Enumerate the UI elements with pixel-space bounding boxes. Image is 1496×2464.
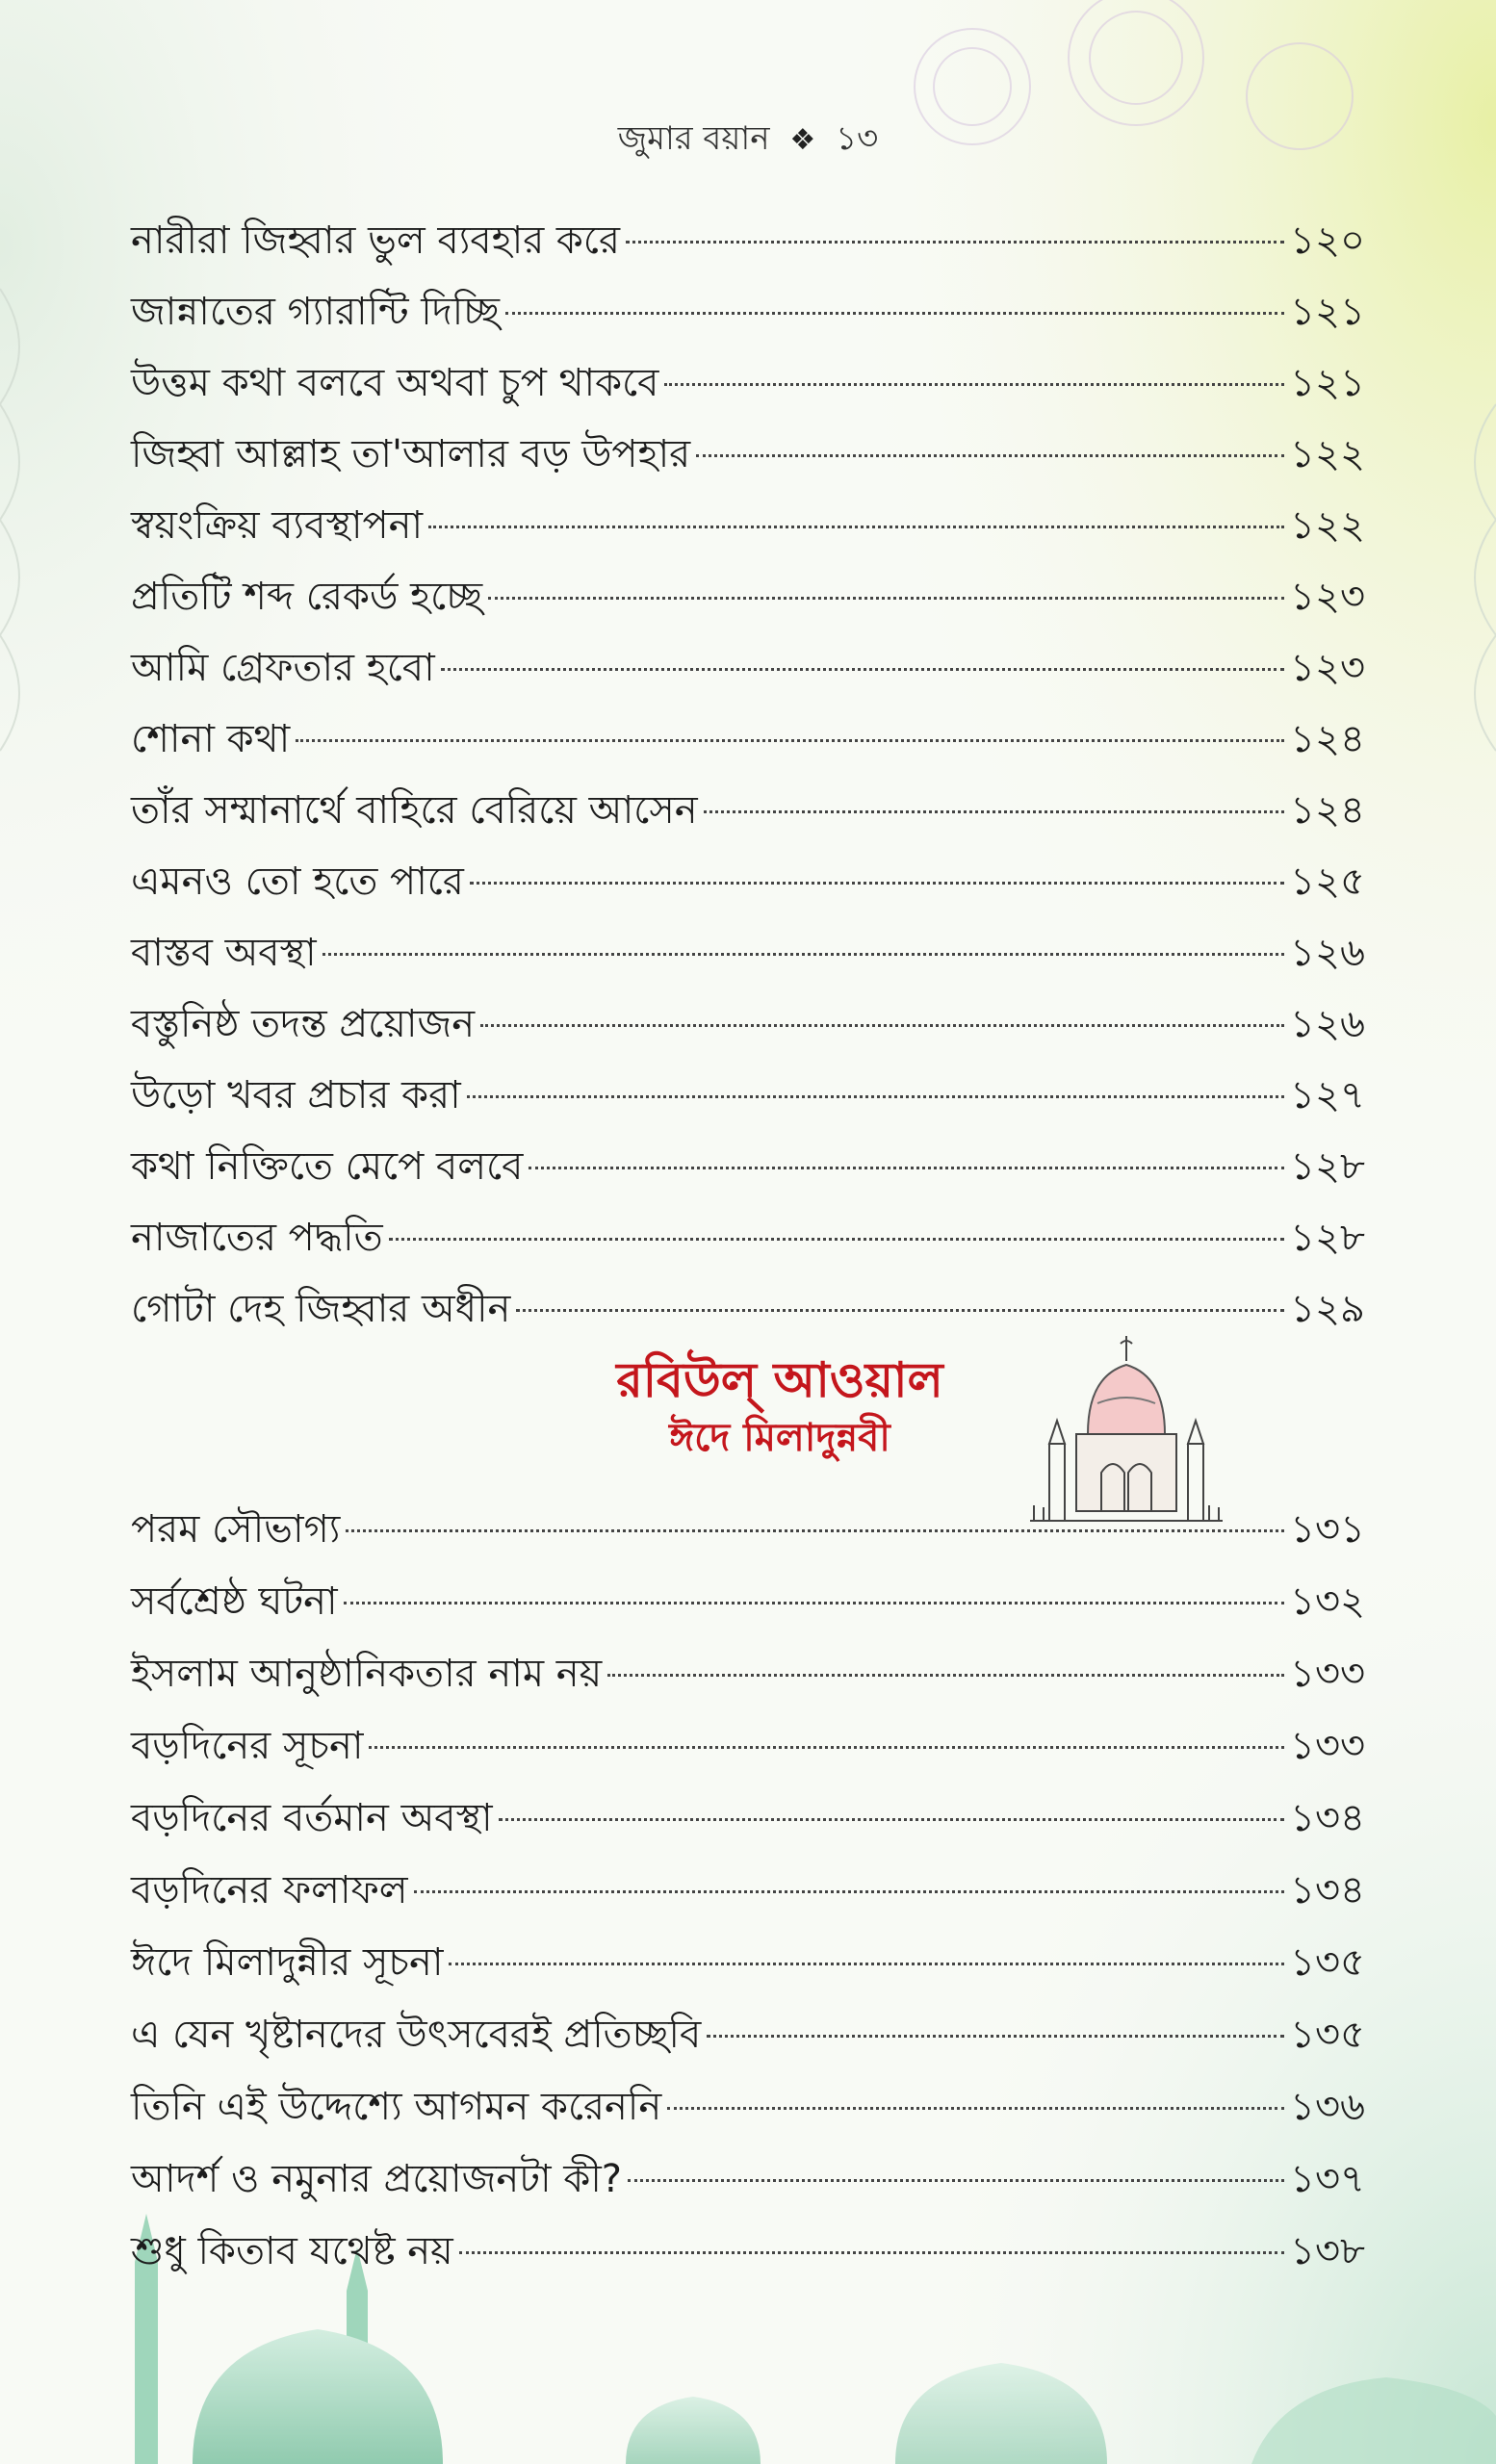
dot-leader — [505, 312, 1284, 315]
toc-entry-page: ১২১ — [1290, 290, 1365, 334]
toc-entry — [131, 775, 1365, 846]
separator-ornament: ❖ — [789, 123, 816, 157]
page-number: ১৩ — [836, 119, 879, 158]
toc-entry-page: ১৩৫ — [1290, 1940, 1365, 1985]
section-heading — [539, 1349, 1020, 1465]
toc-entry-page: ১২২ — [1290, 432, 1365, 476]
toc-entry-title: বড়দিনের বর্তমান অবস্থা — [131, 1796, 493, 1840]
toc-entry-title: স্বয়ংক্রিয় ব্যবস্থাপনা — [131, 503, 424, 548]
toc-entry-page: ১২০ — [1290, 218, 1365, 263]
toc-entry-title: বড়দিনের ফলাফল — [131, 1868, 408, 1912]
toc-entry — [131, 2071, 1365, 2143]
toc-entry — [131, 205, 1365, 276]
toc-entry-title: ঈদে মিলাদুন্নীর সূচনা — [131, 1940, 444, 1985]
toc-entry-title: শুধু কিতাব যথেষ্ট নয় — [131, 2229, 453, 2273]
toc-entry — [131, 1638, 1365, 1710]
toc-entry-title: নারীরা জিহ্বার ভুল ব্যবহার করে — [131, 218, 620, 263]
toc-entry-title: আদর্শ ও নমুনার প্রয়োজনটা কী? — [131, 2157, 623, 2201]
section-subtitle: ঈদে মিলাদুন্নবী — [669, 1416, 890, 1460]
toc-entry-page: ১৩৫ — [1290, 2013, 1365, 2057]
dot-leader — [414, 1890, 1284, 1893]
toc-entry-page: ১৩৩ — [1290, 1724, 1365, 1768]
dot-leader — [626, 241, 1284, 244]
toc-entry-title: পরম সৌভাগ্য — [131, 1507, 341, 1552]
toc-entry-page: ১২৬ — [1290, 1002, 1365, 1046]
toc-entry-title: শোনা কথা — [131, 717, 291, 761]
toc-entry-title: কথা নিক্তিতে মেপে বলবে — [131, 1144, 524, 1189]
toc-entry-title: উড়ো খবর প্রচার করা — [131, 1073, 461, 1117]
table-of-contents-part2 — [131, 1494, 1365, 2288]
toc-entry-page: ১৩৪ — [1290, 1796, 1365, 1840]
toc-entry-page: ১২১ — [1290, 361, 1365, 405]
dot-leader — [664, 383, 1284, 386]
toc-entry — [131, 1999, 1365, 2071]
toc-entry-page: ১৩৪ — [1290, 1868, 1365, 1912]
toc-entry — [131, 988, 1365, 1060]
toc-entry-page: ১৩৩ — [1290, 1652, 1365, 1696]
dot-leader — [607, 1674, 1284, 1677]
dot-leader — [470, 882, 1284, 885]
toc-entry-title: গোটা দেহ জিহ্বার অধীন — [131, 1287, 511, 1331]
toc-entry-page: ১২৩ — [1290, 646, 1365, 690]
toc-entry-page: ১২৫ — [1290, 860, 1365, 904]
toc-entry — [131, 561, 1365, 632]
toc-entry — [131, 1273, 1365, 1345]
toc-entry-title: প্রতিটি শব্দ রেকর্ড হচ্ছে — [131, 575, 483, 619]
toc-entry — [131, 2143, 1365, 2216]
toc-entry-title: জিহ্বা আল্লাহ তা'আলার বড় উপহার — [131, 432, 691, 476]
toc-entry-page: ১৩৬ — [1290, 2085, 1365, 2129]
toc-entry-page: ১২৪ — [1290, 788, 1365, 833]
dot-leader — [296, 739, 1284, 742]
toc-entry — [131, 347, 1365, 419]
toc-entry-page: ১২৪ — [1290, 717, 1365, 761]
toc-entry-title: এমনও তো হতে পারে — [131, 860, 464, 904]
dot-leader — [516, 1309, 1284, 1312]
toc-entry-title: তাঁর সম্মানার্থে বাহিরে বেরিয়ে আসেন — [131, 788, 698, 833]
toc-entry — [131, 1783, 1365, 1855]
toc-entry-page: ১৩৮ — [1290, 2229, 1365, 2273]
toc-entry-page: ১২৩ — [1290, 575, 1365, 619]
running-header — [0, 114, 1496, 168]
toc-entry-title: এ যেন খৃষ্টানদের উৎসবেরই প্রতিচ্ছবি — [131, 2013, 702, 2057]
dot-leader — [449, 1963, 1284, 1965]
dot-leader — [344, 1602, 1284, 1604]
dot-leader — [529, 1167, 1284, 1169]
dot-leader — [667, 2107, 1284, 2110]
toc-entry — [131, 1927, 1365, 1999]
toc-entry — [131, 2216, 1365, 2288]
dot-leader — [322, 953, 1284, 956]
toc-entry-page: ১৩২ — [1290, 1579, 1365, 1624]
dot-leader — [480, 1024, 1284, 1027]
toc-entry-page: ১২৬ — [1290, 931, 1365, 975]
toc-entry-title: জান্নাতের গ্যারান্টি দিচ্ছি — [131, 290, 501, 334]
toc-entry — [131, 490, 1365, 561]
dot-leader — [499, 1818, 1284, 1821]
toc-entry-title: সর্বশ্রেষ্ঠ ঘটনা — [131, 1579, 338, 1624]
dot-leader — [467, 1095, 1284, 1098]
book-title: জুমার বয়ান — [617, 119, 770, 158]
toc-entry — [131, 1855, 1365, 1927]
toc-entry — [131, 704, 1365, 775]
toc-entry-title: তিনি এই উদ্দেশ্যে আগমন করেননি — [131, 2085, 662, 2129]
toc-entry — [131, 1710, 1365, 1783]
toc-entry — [131, 276, 1365, 347]
toc-entry-title: বাস্তব অবস্থা — [131, 931, 317, 975]
toc-entry-page: ১৩৭ — [1290, 2157, 1365, 2201]
dot-leader — [428, 526, 1284, 528]
toc-entry — [131, 846, 1365, 917]
toc-entry-page: ১২২ — [1290, 503, 1365, 548]
toc-entry-page: ১২৯ — [1290, 1287, 1365, 1331]
toc-entry — [131, 1566, 1365, 1638]
dot-leader — [488, 597, 1284, 600]
toc-entry-page: ১২৮ — [1290, 1144, 1365, 1189]
toc-entry — [131, 1202, 1365, 1273]
dot-leader — [346, 1529, 1284, 1532]
toc-entry — [131, 632, 1365, 704]
dot-leader — [369, 1746, 1284, 1749]
toc-entry-page: ১২৮ — [1290, 1216, 1365, 1260]
toc-entry — [131, 917, 1365, 988]
dot-leader — [707, 2035, 1284, 2038]
dot-leader — [389, 1238, 1284, 1241]
toc-entry — [131, 1494, 1365, 1566]
toc-entry-title: নাজাতের পদ্ধতি — [131, 1216, 383, 1260]
toc-entry-page: ১৩১ — [1290, 1507, 1365, 1552]
toc-entry-title: উত্তম কথা বলবে অথবা চুপ থাকবে — [131, 361, 659, 405]
dot-leader — [441, 668, 1284, 671]
dot-leader — [628, 2179, 1284, 2182]
section-title: রবিউল্ আওয়াল — [616, 1352, 943, 1408]
toc-entry — [131, 1060, 1365, 1131]
toc-entry — [131, 419, 1365, 490]
toc-entry-title: বস্তুনিষ্ঠ তদন্ত প্রয়োজন — [131, 1002, 476, 1046]
toc-entry — [131, 1131, 1365, 1202]
dot-leader — [696, 454, 1284, 457]
table-of-contents-part1 — [131, 205, 1365, 1345]
toc-entry-title: বড়দিনের সূচনা — [131, 1724, 364, 1768]
dot-leader — [459, 2251, 1284, 2254]
toc-entry-title: ইসলাম আনুষ্ঠানিকতার নাম নয় — [131, 1652, 603, 1696]
toc-entry-page: ১২৭ — [1290, 1073, 1365, 1117]
toc-entry-title: আমি গ্রেফতার হবো — [131, 646, 435, 690]
dot-leader — [704, 810, 1284, 813]
